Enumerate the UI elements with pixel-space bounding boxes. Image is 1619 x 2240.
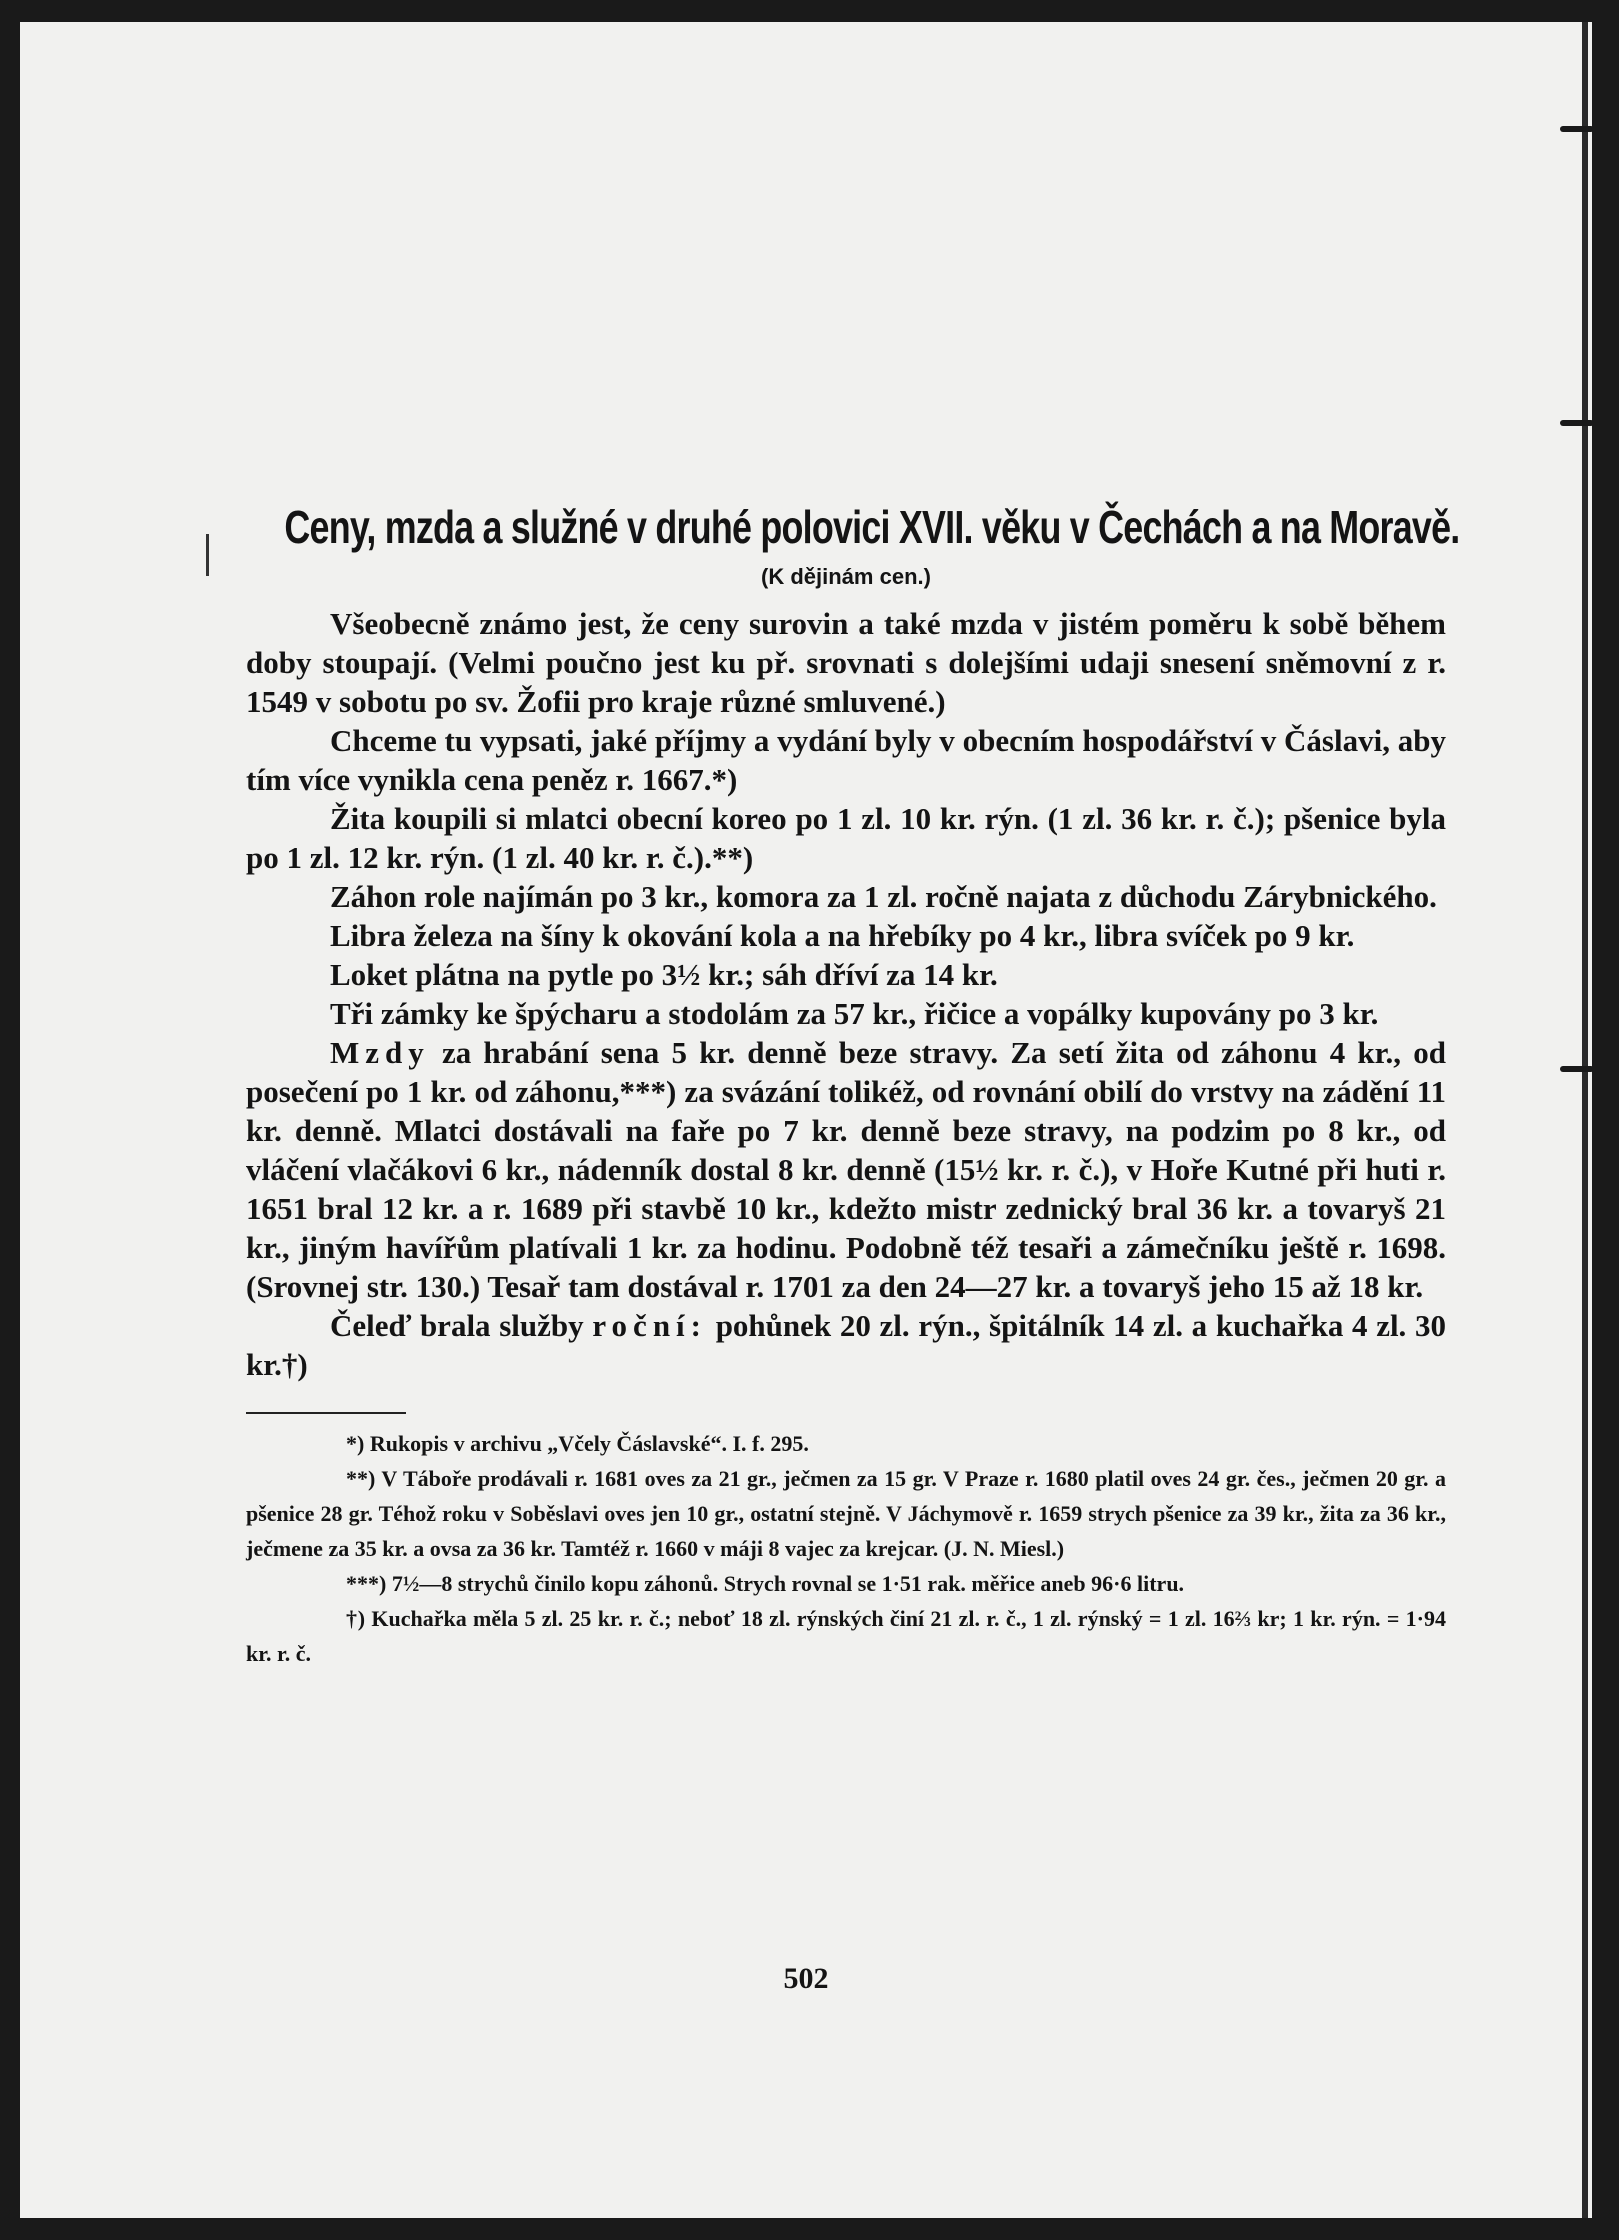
paragraph-zita: Žita koupili si mlatci obecní koreo po 1 zl. 10 kr. rýn. (1 zl. 36 kr. r. č.); pšenice byla po 1 zl. 12 kr. rýn. (1 zl. 40 kr. r. č.).**) xyxy=(246,801,1446,875)
binding-mark xyxy=(1560,126,1594,132)
footnote-3: ***) 7½—8 strychů činilo kopu záhonů. Strych rovnal se 1·51 rak. měřice aneb 96·6 litru. xyxy=(346,1571,1185,1596)
celed-spaced: roční: xyxy=(592,1308,707,1343)
celed-text: pohůnek 20 zl. rýn., špitálník 14 zl. a kuchařka 4 zl. 30 kr.†) xyxy=(246,1308,1446,1382)
page-number: 502 xyxy=(783,1962,829,1995)
page-binding-edge xyxy=(1582,22,1588,2218)
paragraph-loket: Loket plátna na pytle po 3½ kr.; sáh dříví za 14 kr. xyxy=(330,957,998,992)
paragraph-mzdy xyxy=(246,1033,1446,1306)
mzdy-label: Mzdy xyxy=(330,1035,430,1070)
document-page xyxy=(20,22,1592,2218)
article-subtitle: (K dějinám cen.) xyxy=(761,564,931,589)
binding-mark xyxy=(1560,420,1594,426)
page-content xyxy=(246,492,1460,1671)
celed-prefix: Čeleď brala služby xyxy=(330,1308,584,1343)
paragraph-zahon: Záhon role najímán po 3 kr., komora za 1 zl. ročně najata z důchodu Zárybnického. xyxy=(330,879,1437,914)
binding-mark xyxy=(1560,1066,1594,1072)
footnote-2: **) V Táboře prodávali r. 1681 oves za 21 gr., ječmen za 15 gr. V Praze r. 1680 platil oves 24 gr. čes., ječmen 20 gr. a pšenice 28 gr. Téhož roku v Soběslavi oves jen 10 gr., ostatní stejně. V Jáchymově r. 1659 strych pšenice za 39 kr., žita za 36 kr., ječmene za 35 kr. a ovsa za 36 kr. Tamtéž r. 1660 v máji 8 vajec za krejcar. (J. N. Miesl.) xyxy=(246,1466,1446,1561)
article-title: Ceny, mzda a služné v druhé polovici XVII. věku v Čechách a na Moravě. xyxy=(284,501,1460,553)
paragraph-zamky: Tři zámky ke špýcharu a stodolám za 57 kr., řičice a vopálky kupovány po 3 kr. xyxy=(330,996,1379,1031)
footnote-rule xyxy=(246,1412,406,1414)
footnote-4: †) Kuchařka měla 5 zl. 25 kr. r. č.; neboť 18 zl. rýnských činí 21 zl. r. č., 1 zl. rýnský = 1 zl. 16⅔ kr; 1 kr. rýn. = 1·94 kr. r. č. xyxy=(246,1606,1446,1666)
paragraph-intro: Všeobecně známo jest, že ceny surovin a také mzda v jistém poměru k sobě během doby stoupají. (Velmi poučno jest ku př. srovnati s dolejšími udaji snesení sněmovní z r. 1549 v sobotu po sv. Žofii pro kraje různé smluvené.) xyxy=(246,606,1446,719)
margin-mark xyxy=(206,534,209,576)
footnote-1: *) Rukopis v archivu „Včely Čáslavské“. I. f. 295. xyxy=(346,1431,809,1456)
mzdy-text: za hrabání sena 5 kr. denně beze stravy. Za setí žita od záhonu 4 kr., od posečení po 1 kr. od záhonu,***) za svázání tolikéž, od rovnání obilí do vrstvy na zádění 11 kr. denně. Mlatci dostávali na faře po 7 kr. denně beze stravy, na podzim po 8 kr., od vláčení vlačákovi 6 kr., nádenník dostal 8 kr. denně (15½ kr. r. č.), v Hoře Kutné při huti r. 1651 bral 12 kr. a r. 1689 při stavbě 10 kr., kdežto mistr zednický bral 36 kr. a tovaryš 21 kr., jiným havířům platívali 1 kr. za hodinu. Podobně též tesaři a zámečníku ještě r. 1698. (Srovnej str. 130.) Tesař tam dostával r. 1701 za den 24—27 kr. a tovaryš jeho 15 až 18 kr. xyxy=(246,1035,1447,1304)
paragraph-celed xyxy=(246,1306,1446,1384)
paragraph-caslav: Chceme tu vypsati, jaké příjmy a vydání byly v obecním hospodářství v Čáslavi, aby tím více vynikla cena peněz r. 1667.*) xyxy=(246,723,1446,797)
paragraph-libra: Libra železa na šíny k okování kola a na hřebíky po 4 kr., libra svíček po 9 kr. xyxy=(330,918,1355,953)
